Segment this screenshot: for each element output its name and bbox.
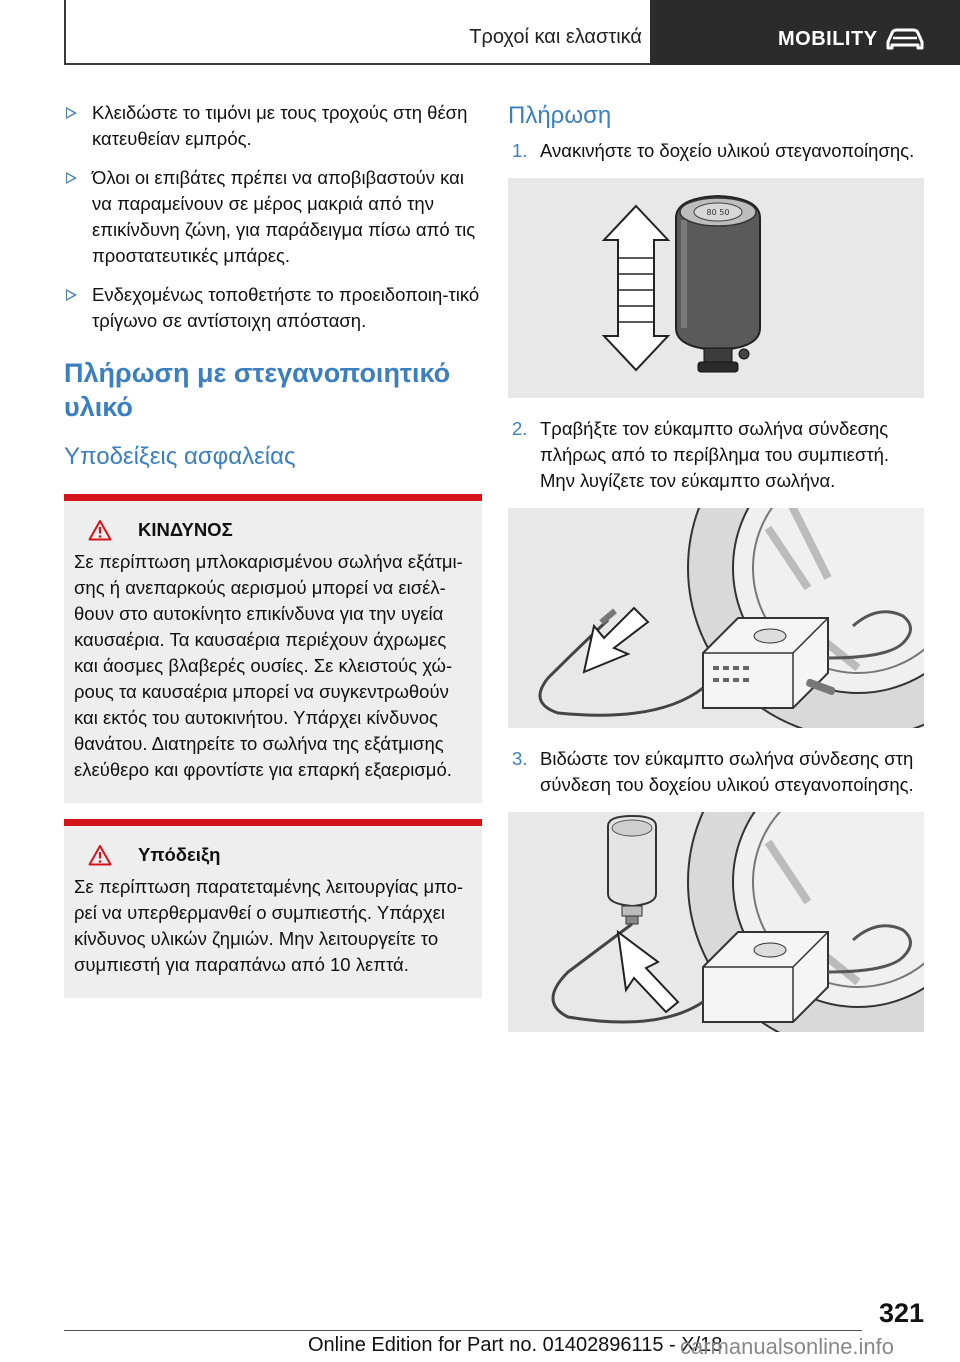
triangle-bullet-icon xyxy=(66,289,77,301)
bottle-illustration xyxy=(508,178,924,398)
left-column xyxy=(64,100,482,998)
step-item: 2. Τραβήξτε τον εύκαμπτο σωλήνα σύνδεσης πλήρως από το περίβλημα του συμπιεστή. Μην λυγίζετε τον εύκαμπτο σωλήνα. xyxy=(512,418,890,491)
compressor-hose-illustration xyxy=(508,508,924,728)
car-icon xyxy=(884,26,926,52)
edition-text: Online Edition for Part no. 01402896115 - X/18 xyxy=(308,1334,723,1356)
safety-subheading: Υποδείξεις ασφαλείας xyxy=(64,443,296,470)
list-item: Κλειδώστε το τιμόνι με τους τροχούς στη θέση κατευθείαν εμπρός. xyxy=(64,100,482,152)
danger-text: Σε περίπτωση μπλοκαρισμένου σωλήνα εξάτμι-σης ή ανεπαρκούς αερισμού μπορεί να εισέλ-θουν στο αυτοκίνητο επικίνδυνα για την υγεία καυσαέρια. Τα καυσαέρια περιέχουν άχρωμες και άοσμες βλαβερές ουσίες. Σε κλειστούς χώ-ρους τα καυσαέρια μπορεί να συγκεντρωθούν και εκτός του αυτοκινήτου. Υπάρχει κίνδυνος θανάτου. Διατηρείτε το σωλήνα της εξάτμισης ελεύθερο και φροντίστε για επαρκή εξαερισμό. xyxy=(74,551,463,780)
page-header xyxy=(0,0,960,66)
section-title: Τροχοί και ελαστικά xyxy=(469,26,642,48)
danger-title: ΚΙΝΔΥΝΟΣ xyxy=(138,519,233,540)
list-item: Όλοι οι επιβάτες πρέπει να αποβιβαστούν και να παραμείνουν σε μέρος μακριά από την επικίνδυνη ζώνη, για παράδειγμα πίσω από τις προστατευτικές μπάρες. xyxy=(64,165,482,269)
step-number: 3. xyxy=(512,748,528,769)
bottle-label: 80 50 xyxy=(706,208,730,217)
chapter-title: MOBILITY xyxy=(778,28,878,50)
triangle-bullet-icon xyxy=(66,172,77,184)
step-number: 2. xyxy=(512,418,528,439)
step-item: 3. Βιδώστε τον εύκαμπτο σωλήνα σύνδεσης στη σύνδεση του δοχείου υλικού στεγανοποίησης. xyxy=(512,748,914,795)
figure-shake-bottle xyxy=(508,178,924,398)
watermark: carmanualsonline.info xyxy=(680,1334,895,1359)
header-left-border xyxy=(64,0,66,65)
notice-text: Σε περίπτωση παρατεταμένης λειτουργίας μπο-ρεί να υπερθερμανθεί ο συμπιεστής. Υπάρχει κίνδυνος υλικών ζημιών. Μην λειτουργείτε το συμπιεστή για παραπάνω από 10 λεπτά. xyxy=(74,876,464,975)
step-number: 1. xyxy=(512,140,528,161)
figure-screw-hose xyxy=(508,812,924,1032)
notice-box xyxy=(64,819,482,998)
footer-rule xyxy=(64,1330,862,1331)
step-item: 1. Ανακινήστε το δοχείο υλικού στεγανοποίησης. xyxy=(508,138,924,164)
right-column xyxy=(508,100,924,1050)
notice-title: Υπόδειξη xyxy=(138,844,221,865)
triangle-bullet-icon xyxy=(66,107,77,119)
warning-triangle-icon xyxy=(88,519,112,541)
warning-triangle-icon xyxy=(88,844,112,866)
section-heading: Πλήρωση με στεγανοποιητικό υλικό xyxy=(64,358,451,422)
list-item: Ενδεχομένως τοποθετήστε το προειδοποιη-τικό τρίγωνο σε αντίστοιχη απόσταση. xyxy=(64,282,482,334)
fill-heading: Πλήρωση xyxy=(508,102,612,129)
page-number: 321 xyxy=(878,1298,924,1328)
figure-pull-hose xyxy=(508,508,924,728)
hose-bottle-illustration xyxy=(508,812,924,1032)
danger-box xyxy=(64,494,482,803)
